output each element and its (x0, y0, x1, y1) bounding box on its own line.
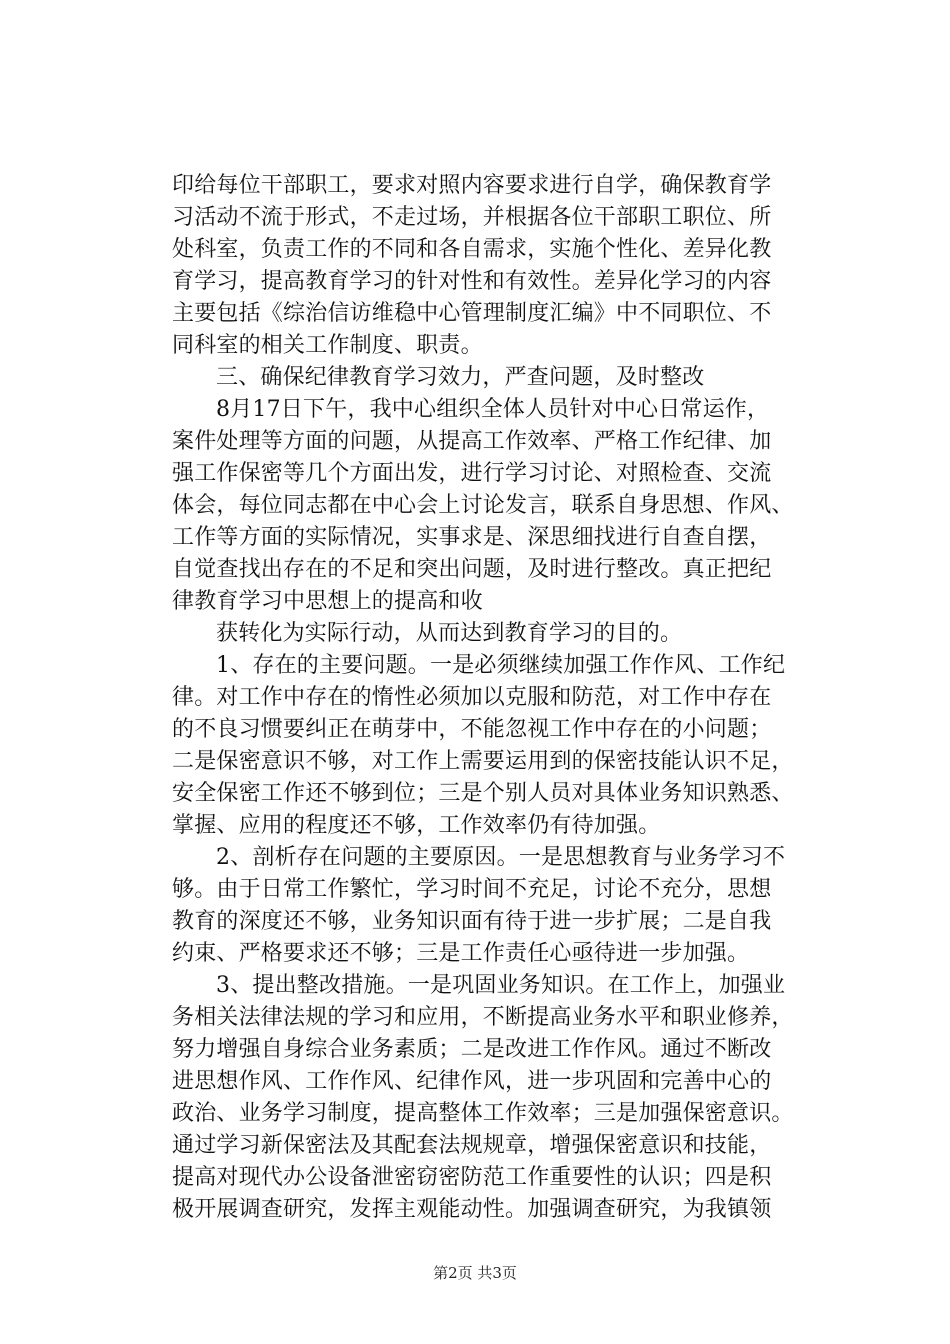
text-line: 2、剖析存在问题的主要原因。一是思想教育与业务学习不 (216, 845, 786, 870)
text-line: 提高对现代办公设备泄密窃密防范工作重要性的认识；四是积 (172, 1165, 772, 1190)
text-line: 自觉查找出存在的不足和突出问题，及时进行整改。真正把纪 (172, 557, 772, 582)
text-line: 强工作保密等几个方面出发，进行学习讨论、对照检查、交流 (172, 461, 772, 486)
text-line: 教育的深度还不够，业务知识面有待于进一步扩展；二是自我 (172, 909, 772, 934)
text-line: 工作等方面的实际情况，实事求是、深思细找进行自查自摆， (172, 525, 772, 550)
text-line: 体会，每位同志都在中心会上讨论发言，联系自身思想、作风、 (172, 493, 794, 518)
text-line: 主要包括《综治信访维稳中心管理制度汇编》中不同职位、不 (172, 301, 772, 326)
text-line: 处科室，负责工作的不同和各自需求，实施个性化、差异化教 (172, 237, 772, 262)
text-line: 够。由于日常工作繁忙，学习时间不充足，讨论不充分，思想 (172, 877, 772, 902)
text-line: 务相关法律法规的学习和应用，不断提高业务水平和职业修养， (172, 1005, 794, 1030)
text-line: 二是保密意识不够，对工作上需要运用到的保密技能认识不足， (172, 749, 794, 774)
text-line: 的不良习惯要纠正在萌芽中，不能忽视工作中存在的小问题； (172, 717, 772, 742)
text-line: 3、提出整改措施。一是巩固业务知识。在工作上，加强业 (216, 973, 786, 998)
text-line: 掌握、应用的程度还不够，工作效率仍有待加强。 (172, 813, 661, 838)
text-line: 努力增强自身综合业务素质；二是改进工作作风。通过不断改 (172, 1037, 772, 1062)
text-line: 安全保密工作还不够到位；三是个别人员对具体业务知识熟悉、 (172, 781, 794, 806)
text-line: 律教育学习中思想上的提高和收 (172, 589, 483, 614)
text-line: 进思想作风、工作作风、纪律作风，进一步巩固和完善中心的 (172, 1069, 772, 1094)
text-line: 政治、业务学习制度，提高整体工作效率；三是加强保密意识。 (172, 1101, 794, 1126)
text-line: 育学习，提高教育学习的针对性和有效性。差异化学习的内容 (172, 269, 772, 294)
text-line: 案件处理等方面的问题，从提高工作效率、严格工作纪律、加 (172, 429, 772, 454)
text-line: 获转化为实际行动，从而达到教育学习的目的。 (216, 621, 683, 646)
section-heading: 三、确保纪律教育学习效力，严查问题，及时整改 (216, 365, 705, 390)
document-body (172, 170, 832, 1226)
text-line: 习活动不流于形式，不走过场，并根据各位干部职工职位、所 (172, 205, 772, 230)
text-line: 律。对工作中存在的惰性必须加以克服和防范，对工作中存在 (172, 685, 772, 710)
text-line: 同科室的相关工作制度、职责。 (172, 333, 483, 358)
text-line: 1、存在的主要问题。一是必须继续加强工作作风、工作纪 (216, 653, 786, 678)
text-line: 印给每位干部职工，要求对照内容要求进行自学，确保教育学 (172, 173, 772, 198)
text-line: 通过学习新保密法及其配套法规规章，增强保密意识和技能， (172, 1133, 772, 1158)
text-line: 8月17日下午，我中心组织全体人员针对中心日常运作， (216, 397, 770, 422)
text-line: 约束、严格要求还不够；三是工作责任心亟待进一步加强。 (172, 941, 750, 966)
page-number-footer: 第2页 共3页 (433, 1264, 517, 1282)
text-line: 极开展调查研究，发挥主观能动性。加强调查研究，为我镇领 (172, 1197, 772, 1222)
